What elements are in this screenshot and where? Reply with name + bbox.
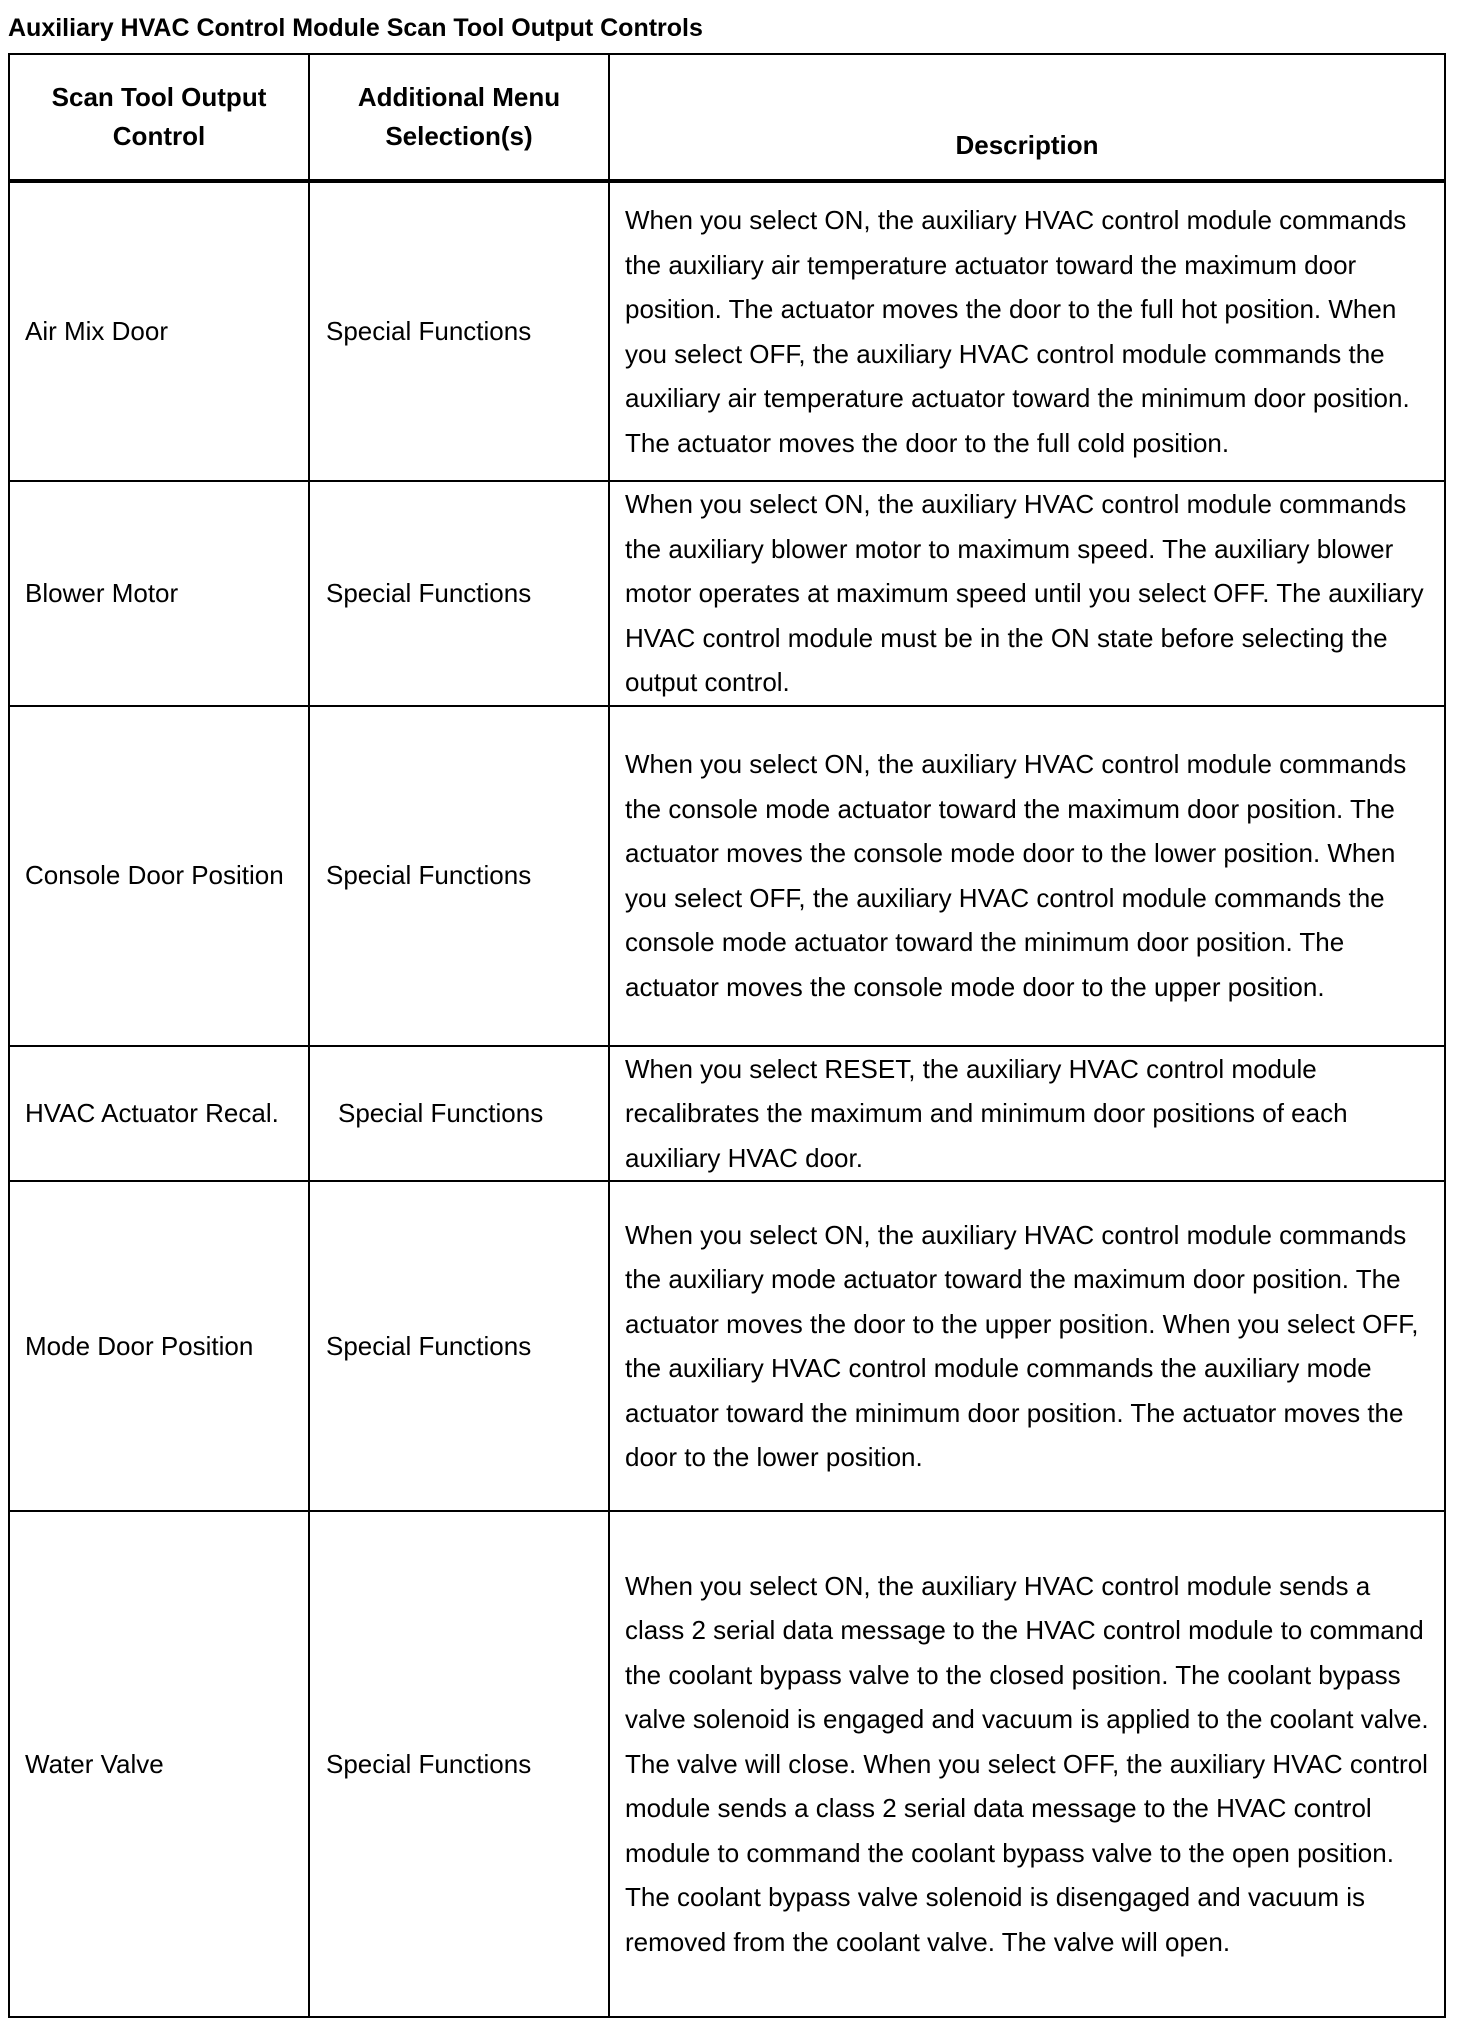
table-header-row bbox=[9, 54, 1445, 181]
description-cell: When you select RESET, the auxiliary HVAC control module recalibrates the maximum and minimum door positions of each auxiliary HVAC door. bbox=[609, 1046, 1445, 1182]
table-row bbox=[9, 706, 1445, 1046]
table-row bbox=[9, 1046, 1445, 1182]
menu-cell: Special Functions bbox=[309, 181, 609, 481]
description-cell: When you select ON, the auxiliary HVAC control module sends a class 2 serial data message to the HVAC control module to command the coolant bypass valve to the closed position. The coolant bypass valve solenoid is engaged and vacuum is applied to the coolant valve. The valve will close. When you select OFF, the auxiliary HVAC control module sends a class 2 serial data message to the HVAC control module to command the coolant bypass valve to the open position. The coolant bypass valve solenoid is disengaged and vacuum is removed from the coolant valve. The valve will open. bbox=[609, 1511, 1445, 2017]
description-cell: When you select ON, the auxiliary HVAC control module commands the auxiliary blower motor to maximum speed. The auxiliary blower motor operates at maximum speed until you select OFF. The auxiliary HVAC control module must be in the ON state before selecting the output control. bbox=[609, 481, 1445, 706]
table-row bbox=[9, 1181, 1445, 1511]
table-row bbox=[9, 1511, 1445, 2017]
control-cell: Console Door Position bbox=[9, 706, 309, 1046]
table-row bbox=[9, 481, 1445, 706]
menu-cell: Special Functions bbox=[309, 1181, 609, 1511]
control-cell: Mode Door Position bbox=[9, 1181, 309, 1511]
page-title: Auxiliary HVAC Control Module Scan Tool Output Controls bbox=[8, 14, 703, 42]
menu-cell: Special Functions bbox=[309, 706, 609, 1046]
menu-cell: Special Functions bbox=[309, 1046, 609, 1182]
menu-cell: Special Functions bbox=[309, 1511, 609, 2017]
control-cell: Water Valve bbox=[9, 1511, 309, 2017]
description-cell: When you select ON, the auxiliary HVAC control module commands the auxiliary mode actuator toward the maximum door position. The actuator moves the door to the upper position. When you select OFF, the auxiliary HVAC control module commands the auxiliary mode actuator toward the minimum door position. The actuator moves the door to the lower position. bbox=[609, 1181, 1445, 1511]
output-controls-table bbox=[8, 53, 1446, 2018]
control-cell: HVAC Actuator Recal. bbox=[9, 1046, 309, 1182]
column-header-control: Scan Tool Output Control bbox=[9, 54, 309, 181]
control-cell: Blower Motor bbox=[9, 481, 309, 706]
table-row bbox=[9, 181, 1445, 481]
description-cell: When you select ON, the auxiliary HVAC control module commands the console mode actuator toward the maximum door position. The actuator moves the console mode door to the lower position. When you select OFF, the auxiliary HVAC control module commands the console mode actuator toward the minimum door position. The actuator moves the console mode door to the upper position. bbox=[609, 706, 1445, 1046]
menu-cell: Special Functions bbox=[309, 481, 609, 706]
column-header-description: Description bbox=[609, 54, 1445, 181]
column-header-menu: Additional Menu Selection(s) bbox=[309, 54, 609, 181]
control-cell: Air Mix Door bbox=[9, 181, 309, 481]
description-cell: When you select ON, the auxiliary HVAC control module commands the auxiliary air temperature actuator toward the maximum door position. The actuator moves the door to the full hot position. When you select OFF, the auxiliary HVAC control module commands the auxiliary air temperature actuator toward the minimum door position. The actuator moves the door to the full cold position. bbox=[609, 181, 1445, 481]
